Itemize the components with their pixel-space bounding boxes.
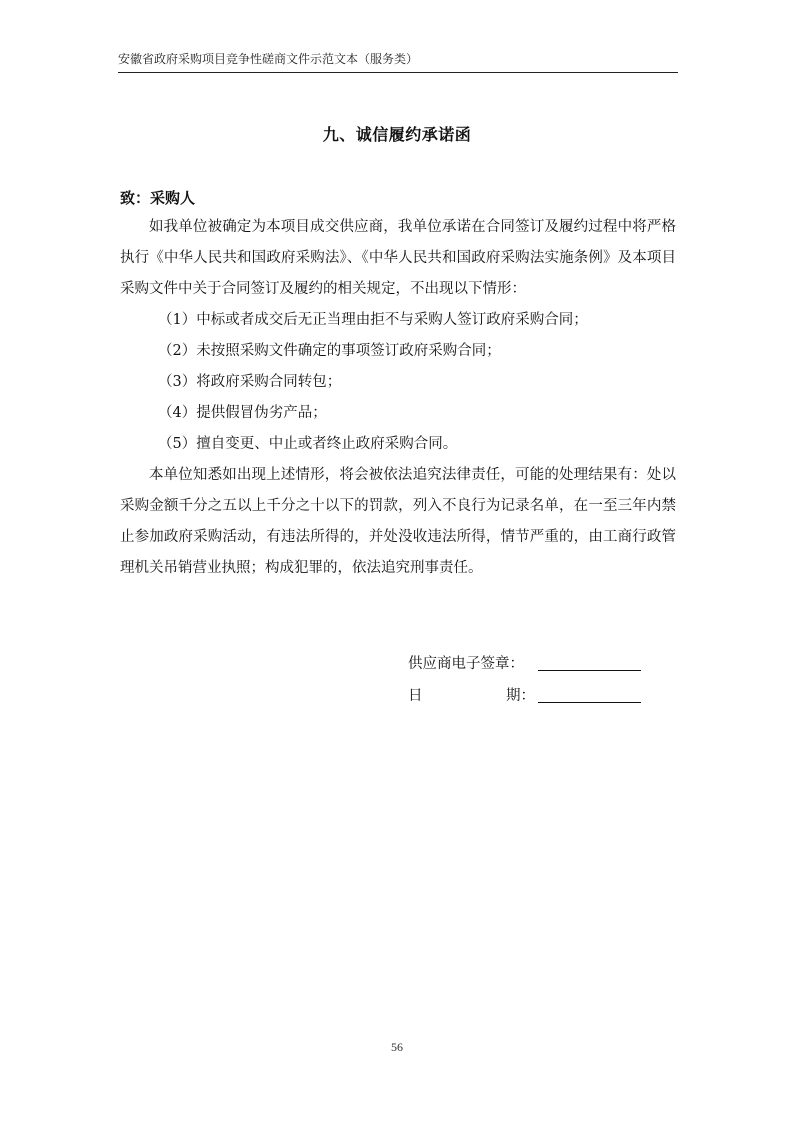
list-item: （1）中标或者成交后无正当理由拒不与采购人签订政府采购合同； — [158, 312, 588, 328]
consequence-paragraph: 本单位知悉如出现上述情形，将会被依法追究法律责任，可能的处理结果有：处以采购金额千分之五以上千分之十以下的罚款，列入不良行为记录名单，在一至三年内禁止参加政府采购活动，有违法所得的，并处没收违法所得，情节严重的，由工商行政管理机关吊销营业执照；构成犯罪的，依法追究刑事责任。 — [120, 467, 676, 576]
date-label-second-char: 期： — [506, 688, 535, 704]
supplier-seal-label: 供应商电子签章： — [408, 656, 524, 672]
list-item: （4）提供假冒伪劣产品； — [158, 405, 327, 421]
addressee: 致：采购人 — [120, 189, 196, 207]
date-label-first-char: 日 — [408, 688, 423, 704]
page-title: 九、诚信履约承诺函 — [322, 125, 472, 144]
supplier-seal-row — [408, 652, 641, 676]
date-row — [408, 684, 641, 708]
list-item: （5）擅自变更、中止或者终止政府采购合同。 — [158, 436, 458, 452]
intro-paragraph: 如我单位被确定为本项目成交供应商，我单位承诺在合同签订及履约过程中将严格执行《中华人民共和国政府采购法》、《中华人民共和国政府采购法实施条例》及本项目采购文件中关于合同签订及履约的相关规定，不出现以下情形： — [120, 219, 676, 297]
supplier-seal-field[interactable] — [538, 652, 641, 671]
date-field[interactable] — [538, 684, 641, 703]
running-header: 安徽省政府采购项目竞争性磋商文件示范文本（服务类） — [118, 52, 419, 66]
date-label — [408, 684, 538, 708]
list-item: （3）将政府采购合同转包； — [158, 374, 342, 390]
header-divider — [118, 72, 678, 73]
list-item: （2）未按照采购文件确定的事项签订政府采购合同； — [158, 343, 501, 359]
page-number: 56 — [391, 1040, 403, 1054]
